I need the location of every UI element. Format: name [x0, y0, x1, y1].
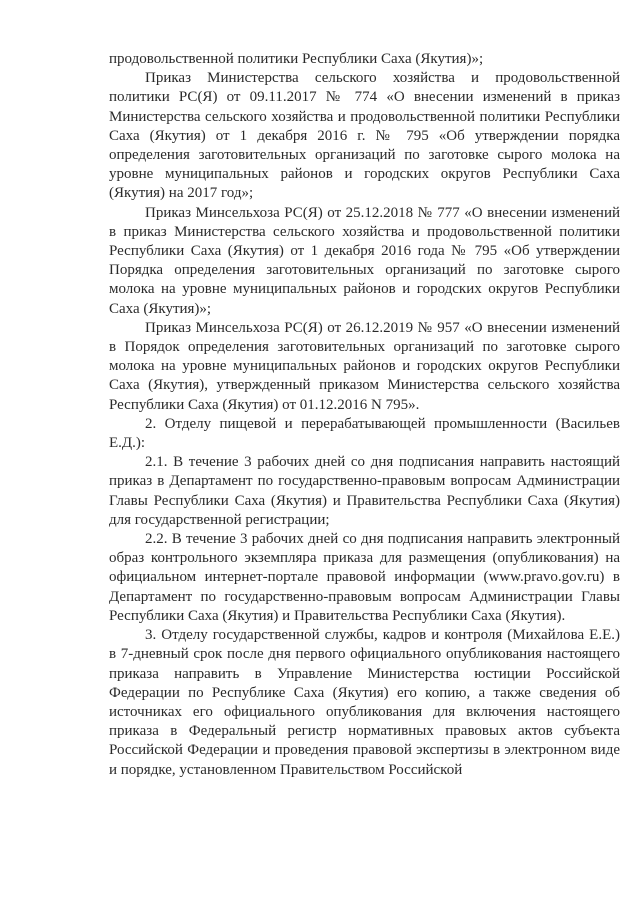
paragraph-order-957: Приказ Минсельхоза РС(Я) от 26.12.2019 № 957 «О внесении изменений в Порядок определения заготовительных организаций по заготовке сырого молока на уровне муниципальных районов и городских округов Республики Саха (Якутия), утвержденный приказом Министерства сельского хозяйства Республики Саха (Якутия) от 01.12.2016 N 795».	[109, 319, 620, 413]
paragraph-item-2-2: 2.2. В течение 3 рабочих дней со дня подписания направить электронный образ контрольного экземпляра приказа для размещения (опубликования) на официальном интернет-портале правовой информации (www.pravo.gov.ru) в Департамент по государственно-правовым вопросам Администрации Главы Республики Саха (Якутия) и Правительства Республики Саха (Якутия).	[109, 531, 620, 624]
paragraph-order-774: Приказ Министерства сельского хозяйства и продовольственной политики РС(Я) от 09.11.2017 № 774 «О внесении изменений в приказ Министерства сельского хозяйства и продовольственной политики Республики Саха (Якутия) от 1 декабря 2016 г. № 795 «Об утверждении порядка определения заготовительных организаций по заготовке сырого молока на уровне муниципальных районов и городских округов Республики Саха (Якутия) на 2017 год»;	[109, 70, 620, 202]
paragraph-item-2-1: 2.1. В течение 3 рабочих дней со дня подписания направить настоящий приказ в Департамент по государственно-правовым вопросам Администрации Главы Республики Саха (Якутия) и Правительства Республики Саха (Якутия) для государственной регистрации;	[109, 454, 620, 528]
paragraph-item-2: 2. Отделу пищевой и перерабатывающей промышленности (Васильев Е.Д.):	[109, 415, 620, 452]
paragraph-continuation: продовольственной политики Республики Саха (Якутия)»;	[109, 51, 484, 67]
paragraph-item-3: 3. Отделу государственной службы, кадров и контроля (Михайлова Е.Е.) в 7-дневный срок после дня первого официального опубликования настоящего приказа направить в Управление Министерства юстиции Российской Федерации по Республике Саха (Якутия) его копию, а также сведения об источниках его официального опубликования для включения настоящего приказа в Федеральный регистр нормативных правовых актов субъекта Российской Федерации и проведения правовой экспертизы в электронном виде и порядке, установленном Правительством Российской	[109, 627, 620, 778]
paragraph-order-777: Приказ Минсельхоза РС(Я) от 25.12.2018 № 777 «О внесении изменений в приказ Министерства сельского хозяйства и продовольственной политики Республики Саха (Якутия) от 1 декабря 2016 года № 795 «Об утверждении Порядка определения заготовительных организаций по заготовке сырого молока на уровне муниципальных районов и городских округов Республики Саха (Якутия)»;	[109, 204, 620, 317]
